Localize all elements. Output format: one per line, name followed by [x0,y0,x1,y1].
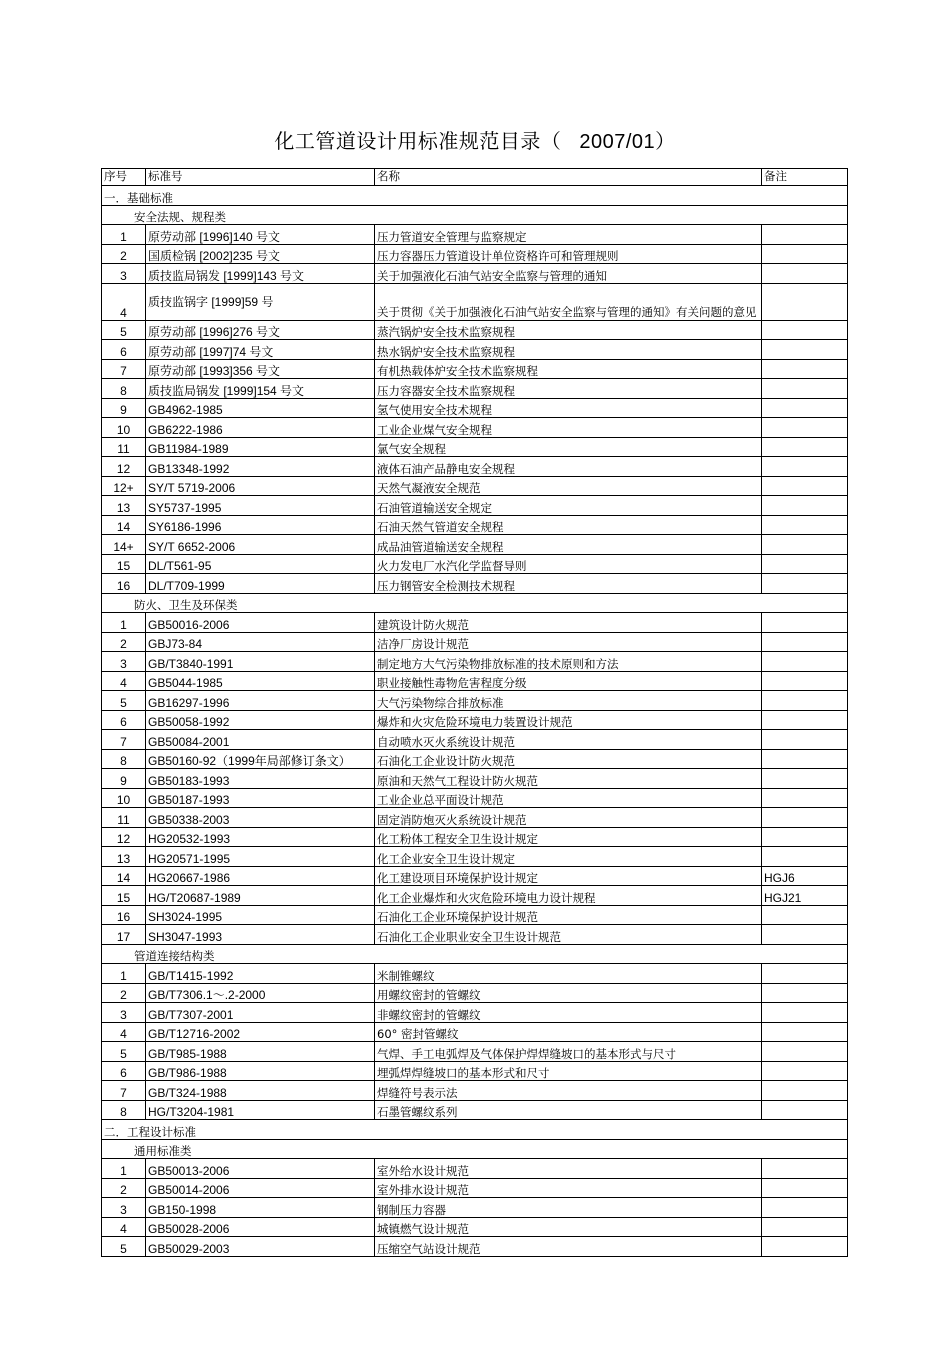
row-note [762,476,848,496]
table-row [102,457,848,477]
group-heading: 通用标准类 [102,1139,848,1159]
row-note [762,691,848,711]
row-standard-name: 非螺纹密封的管螺纹 [375,1003,762,1023]
table-row [102,1178,848,1198]
row-standard-name: 钢制压力容器 [375,1198,762,1218]
table-row [102,320,848,340]
row-standard-name: 室外排水设计规范 [375,1178,762,1198]
row-standard-name: 石墨管螺纹系列 [375,1100,762,1120]
row-standard-name: 制定地方大气污染物排放标准的技术原则和方法 [375,652,762,672]
row-standard-code: DL/T709-1999 [146,574,375,594]
row-number: 11 [102,437,146,457]
row-standard-name: 热水锅炉安全技术监察规程 [375,340,762,360]
row-standard-code: GB16297-1996 [146,691,375,711]
row-note [762,671,848,691]
row-standard-code: SY6186-1996 [146,515,375,535]
row-standard-name: 气焊、手工电弧焊及气体保护焊焊缝坡口的基本形式与尺寸 [375,1042,762,1062]
row-note [762,613,848,633]
row-standard-code: GB/T985-1988 [146,1042,375,1062]
row-note [762,244,848,264]
row-standard-name: 压力钢管安全检测技术规程 [375,574,762,594]
row-standard-code: GB50160-92（1999年局部修订条文） [146,749,375,769]
row-standard-name: 石油化工企业设计防火规范 [375,749,762,769]
table-row [102,244,848,264]
table-row [102,225,848,245]
row-standard-name: 60° 密封管螺纹 [375,1022,762,1042]
row-standard-name: 化工企业安全卫生设计规定 [375,847,762,867]
row-note [762,1178,848,1198]
row-standard-code: SY/T 6652-2006 [146,535,375,555]
row-note [762,554,848,574]
row-number: 1 [102,1159,146,1179]
row-note [762,710,848,730]
row-standard-name: 关于加强液化石油气站安全监察与管理的通知 [375,264,762,284]
table-row [102,554,848,574]
row-standard-name: 蒸汽锅炉安全技术监察规程 [375,320,762,340]
row-note [762,925,848,945]
table-row [102,847,848,867]
section-row [102,186,848,206]
row-number: 2 [102,983,146,1003]
row-standard-code: GB13348-1992 [146,457,375,477]
row-number: 6 [102,340,146,360]
table-row [102,574,848,594]
row-standard-code: GB/T7307-2001 [146,1003,375,1023]
row-standard-name: 压缩空气站设计规范 [375,1237,762,1257]
table-row [102,476,848,496]
table-row [102,379,848,399]
row-note [762,1159,848,1179]
row-note [762,847,848,867]
row-number: 8 [102,379,146,399]
row-number: 16 [102,905,146,925]
row-standard-name: 化工建设项目环境保护设计规定 [375,866,762,886]
row-note [762,1237,848,1257]
row-number: 3 [102,1003,146,1023]
row-number: 1 [102,225,146,245]
row-note [762,1198,848,1218]
row-note [762,1081,848,1101]
table-row [102,1159,848,1179]
row-standard-code: GB11984-1989 [146,437,375,457]
standards-table-body [102,169,848,1257]
row-number: 4 [102,1217,146,1237]
row-standard-name: 职业接触性毒物危害程度分级 [375,671,762,691]
row-note [762,320,848,340]
row-note [762,632,848,652]
row-note: HGJ21 [762,886,848,906]
row-number: 5 [102,691,146,711]
header-no: 序号 [102,169,146,186]
table-row [102,283,848,320]
row-note [762,730,848,750]
row-number: 9 [102,398,146,418]
row-standard-code: 质技监锅字 [1999]59 号 [146,283,375,320]
table-row [102,671,848,691]
row-standard-code: GB50338-2003 [146,808,375,828]
table-row [102,964,848,984]
table-row [102,1042,848,1062]
table-row [102,613,848,633]
row-standard-code: 原劳动部 [1996]140 号文 [146,225,375,245]
row-standard-name: 原油和天然气工程设计防火规范 [375,769,762,789]
row-number: 7 [102,359,146,379]
row-standard-code: HG/T3204-1981 [146,1100,375,1120]
group-heading: 安全法规、规程类 [102,205,848,225]
row-number: 15 [102,554,146,574]
row-number: 14+ [102,535,146,555]
table-row [102,749,848,769]
row-standard-code: SH3047-1993 [146,925,375,945]
table-row [102,1217,848,1237]
header-name: 名称 [375,169,762,186]
group-row [102,205,848,225]
row-standard-code: GB/T986-1988 [146,1061,375,1081]
table-row [102,769,848,789]
row-standard-name: 石油化工企业职业安全卫生设计规范 [375,925,762,945]
table-row [102,691,848,711]
row-standard-name: 爆炸和火灾危险环境电力装置设计规范 [375,710,762,730]
row-number: 7 [102,1081,146,1101]
row-note [762,398,848,418]
row-number: 6 [102,1061,146,1081]
row-note [762,496,848,516]
table-row [102,264,848,284]
row-standard-name: 焊缝符号表示法 [375,1081,762,1101]
row-number: 6 [102,710,146,730]
row-note [762,264,848,284]
row-number: 11 [102,808,146,828]
row-number: 3 [102,1198,146,1218]
row-standard-code: 质技监局锅发 [1999]154 号文 [146,379,375,399]
row-standard-code: GB50084-2001 [146,730,375,750]
row-standard-name: 埋弧焊焊缝坡口的基本形式和尺寸 [375,1061,762,1081]
row-standard-name: 化工粉体工程安全卫生设计规定 [375,827,762,847]
row-number: 1 [102,964,146,984]
row-standard-code: GB50014-2006 [146,1178,375,1198]
table-row [102,652,848,672]
row-note [762,749,848,769]
row-note [762,1003,848,1023]
row-standard-name: 大气污染物综合排放标准 [375,691,762,711]
row-standard-name: 化工企业爆炸和火灾危险环境电力设计规程 [375,886,762,906]
row-number: 15 [102,886,146,906]
row-number: 10 [102,788,146,808]
table-row [102,1081,848,1101]
row-note [762,1100,848,1120]
row-standard-code: GB6222-1986 [146,418,375,438]
row-standard-code: GB50187-1993 [146,788,375,808]
row-note [762,1061,848,1081]
table-row [102,418,848,438]
row-standard-name: 液体石油产品静电安全规程 [375,457,762,477]
table-row [102,808,848,828]
row-standard-code: HG20667-1986 [146,866,375,886]
page-title [0,127,950,156]
row-standard-code: GBJ73-84 [146,632,375,652]
row-standard-code: GB5044-1985 [146,671,375,691]
row-note [762,437,848,457]
row-standard-name: 关于贯彻《关于加强液化石油气站安全监察与管理的通知》有关问题的意见 [375,283,762,320]
table-row [102,1003,848,1023]
row-standard-name: 固定消防炮灭火系统设计规范 [375,808,762,828]
section-heading: 二．工程设计标准 [102,1120,848,1140]
row-note [762,1022,848,1042]
table-row [102,1061,848,1081]
row-standard-name: 压力容器安全技术监察规程 [375,379,762,399]
row-note [762,379,848,399]
row-note [762,359,848,379]
row-standard-name: 洁净厂房设计规范 [375,632,762,652]
row-standard-name: 压力容器压力管道设计单位资格许可和管理规则 [375,244,762,264]
row-number: 3 [102,652,146,672]
row-standard-code: 原劳动部 [1997]74 号文 [146,340,375,360]
table-row [102,827,848,847]
section-heading: 一．基础标准 [102,186,848,206]
row-number: 8 [102,749,146,769]
table-row [102,730,848,750]
row-standard-name: 石油化工企业环境保护设计规范 [375,905,762,925]
row-standard-name: 石油管道输送安全规定 [375,496,762,516]
row-standard-name: 石油天然气管道安全规程 [375,515,762,535]
row-number: 2 [102,632,146,652]
row-standard-code: GB/T3840-1991 [146,652,375,672]
row-standard-name: 有机热载体炉安全技术监察规程 [375,359,762,379]
row-standard-code: GB/T1415-1992 [146,964,375,984]
row-standard-code: 国质检锅 [2002]235 号文 [146,244,375,264]
row-standard-name: 米制锥螺纹 [375,964,762,984]
row-note [762,983,848,1003]
row-number: 2 [102,1178,146,1198]
row-number: 8 [102,1100,146,1120]
row-standard-code: GB50029-2003 [146,1237,375,1257]
row-number: 5 [102,1237,146,1257]
row-standard-code: GB50058-1992 [146,710,375,730]
table-row [102,1100,848,1120]
row-standard-code: GB50013-2006 [146,1159,375,1179]
group-row [102,593,848,613]
row-number: 14 [102,515,146,535]
group-row [102,1139,848,1159]
title-date: 2007/01） [579,131,676,153]
row-note [762,418,848,438]
row-note [762,225,848,245]
row-standard-name: 氯气安全规程 [375,437,762,457]
table-row [102,1198,848,1218]
row-number: 1 [102,613,146,633]
row-number: 4 [102,671,146,691]
table-row [102,398,848,418]
row-number: 12 [102,827,146,847]
row-standard-code: 质技监局锅发 [1999]143 号文 [146,264,375,284]
row-note [762,905,848,925]
row-standard-code: GB50016-2006 [146,613,375,633]
row-number: 4 [102,283,146,320]
table-row [102,359,848,379]
row-standard-name: 城镇燃气设计规范 [375,1217,762,1237]
row-number: 16 [102,574,146,594]
row-standard-code: GB150-1998 [146,1198,375,1218]
header-row [102,169,848,186]
row-standard-name: 工业企业煤气安全规程 [375,418,762,438]
row-standard-code: GB50183-1993 [146,769,375,789]
row-standard-name: 室外给水设计规范 [375,1159,762,1179]
table-row [102,496,848,516]
row-number: 17 [102,925,146,945]
row-standard-name: 天然气凝液安全规范 [375,476,762,496]
table-row [102,905,848,925]
row-standard-name: 自动喷水灭火系统设计规范 [375,730,762,750]
table-row [102,1022,848,1042]
row-number: 12 [102,457,146,477]
section-row [102,1120,848,1140]
row-note [762,808,848,828]
row-note [762,340,848,360]
row-note [762,1042,848,1062]
row-note [762,515,848,535]
group-row [102,944,848,964]
table-row [102,340,848,360]
table-row [102,788,848,808]
table-row [102,515,848,535]
row-note [762,964,848,984]
group-heading: 防火、卫生及环保类 [102,593,848,613]
table-row [102,925,848,945]
row-standard-name: 用螺纹密封的管螺纹 [375,983,762,1003]
row-standard-code: GB/T324-1988 [146,1081,375,1101]
row-note [762,574,848,594]
table-row [102,535,848,555]
group-heading: 管道连接结构类 [102,944,848,964]
row-number: 3 [102,264,146,284]
table-row [102,866,848,886]
row-number: 13 [102,496,146,516]
row-number: 13 [102,847,146,867]
header-note: 备注 [762,169,848,186]
row-number: 12+ [102,476,146,496]
row-standard-name: 工业企业总平面设计规范 [375,788,762,808]
row-note [762,1217,848,1237]
row-number: 5 [102,320,146,340]
row-number: 9 [102,769,146,789]
row-number: 10 [102,418,146,438]
header-code: 标准号 [146,169,375,186]
row-standard-code: SH3024-1995 [146,905,375,925]
table-row [102,886,848,906]
row-number: 14 [102,866,146,886]
row-number: 7 [102,730,146,750]
row-note [762,788,848,808]
row-standard-name: 火力发电厂水汽化学监督导则 [375,554,762,574]
row-number: 2 [102,244,146,264]
standards-table [101,168,848,1257]
row-standard-code: 原劳动部 [1993]356 号文 [146,359,375,379]
row-note [762,283,848,320]
row-standard-code: HG20532-1993 [146,827,375,847]
row-standard-code: GB/T12716-2002 [146,1022,375,1042]
row-note: HGJ6 [762,866,848,886]
row-note [762,535,848,555]
row-standard-name: 建筑设计防火规范 [375,613,762,633]
table-row [102,983,848,1003]
row-standard-code: HG20571-1995 [146,847,375,867]
row-standard-code: SY5737-1995 [146,496,375,516]
row-standard-code: GB4962-1985 [146,398,375,418]
row-note [762,457,848,477]
row-standard-code: DL/T561-95 [146,554,375,574]
row-standard-code: GB50028-2006 [146,1217,375,1237]
row-standard-code: 原劳动部 [1996]276 号文 [146,320,375,340]
row-standard-code: SY/T 5719-2006 [146,476,375,496]
row-standard-code: GB/T7306.1～.2-2000 [146,983,375,1003]
row-number: 4 [102,1022,146,1042]
row-standard-name: 压力管道安全管理与监察规定 [375,225,762,245]
row-number: 5 [102,1042,146,1062]
row-note [762,769,848,789]
row-note [762,827,848,847]
row-standard-name: 氢气使用安全技术规程 [375,398,762,418]
table-row [102,710,848,730]
row-standard-name: 成品油管道输送安全规程 [375,535,762,555]
title-text: 化工管道设计用标准规范目录（ [274,129,562,153]
table-row [102,1237,848,1257]
row-standard-code: HG/T20687-1989 [146,886,375,906]
row-note [762,652,848,672]
table-row [102,437,848,457]
table-row [102,632,848,652]
